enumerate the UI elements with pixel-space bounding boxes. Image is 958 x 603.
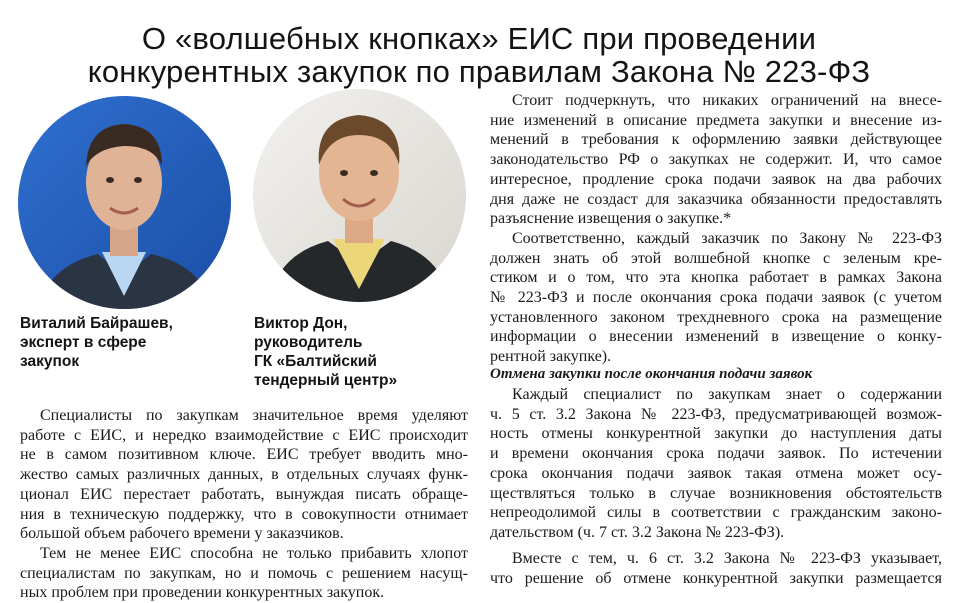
right-column-text-end [490,549,942,588]
caption-line: руководитель [254,334,363,351]
text-line: Тем не менее ЕИС способна не только прибавить хлопот [40,544,468,562]
text-line: дня даже не создаст для заказчика обязанности предоставлять [490,190,942,208]
caption-line: Виталий Байрашев, [20,315,173,332]
caption-line: тендерный центр» [254,372,398,389]
text-line: установленного законом трехдневного срока на размещение [490,308,942,326]
text-line: ществляться только в случае возникновения обстоятельств [490,484,942,502]
text-line: срока окончания подачи заявок такая отмена может осу- [490,464,942,482]
text-line: ния в техническую поддержку, что в совокупности отнимает [20,505,468,523]
text-line: непреодолимой силы в соответствии с гражданским законо- [490,504,942,522]
expert-photo-1 [18,96,231,309]
text-line: законодательство РФ о закупках не содержит. И, что самое [490,151,942,169]
text-line: работе с ЕИС, и нередко взаимодействие с ЕИС происходит [20,426,468,444]
text-line: ч. 5 ст. 3.2 Закона № 223-ФЗ, предусматривающей возмож- [490,405,942,423]
expert-caption-2 [254,314,397,390]
text-line: Каждый специалист по закупкам знает о содержании [512,386,942,403]
expert-photo-2 [253,89,466,302]
caption-line: ГК «Балтийский [254,353,377,370]
text-line: жество самых различных данных, в отдельных случаях функ- [20,466,468,484]
text-line: Вместе с тем, ч. 6 ст. 3.2 Закона № 223-ФЗ указывает, [512,550,942,567]
text-line: интересное, продление срока подачи заявок на два рабочих [490,170,942,188]
text-line: рентной закупке). [490,348,612,366]
article-title-line-1: О «волшебных кнопках» ЕИС при проведении [141,21,817,56]
caption-line: эксперт в сфере [20,334,147,351]
section-subheading: Отмена закупки после окончания подачи заявок [490,366,813,382]
text-line: информации о внесении изменений в извещение о конку- [490,328,942,346]
article-title-line-2: конкурентных закупок по правилам Закона № 223-ФЗ [87,54,871,89]
left-column-text [20,406,468,603]
text-line: ние изменений в описание предмета закупки и внесение из- [490,111,942,129]
text-line: Соответственно, каждый заказчик по Закону № 223-ФЗ [512,229,942,247]
article-title [0,22,958,88]
text-line: дательством (ч. 7 ст. 3.2 Закона № 223-ФЗ). [490,523,785,541]
caption-line: закупок [20,353,80,370]
caption-line: Виктор Дон, [254,315,348,332]
text-line: что решение об отмене конкурентной закупки размещается [490,569,942,587]
text-line: большой объем рабочего времени у заказчиков. [20,525,344,543]
text-line: разъяснение извещения о закупке.* [490,210,732,228]
text-line: не в самом позитивном ключе. ЕИС требует вводить мно- [20,446,468,464]
right-column-text-top [490,91,942,367]
text-line: и времени окончания срока подачи заявок. По истечении [490,445,942,463]
text-line: ность отмены конкурентной закупки до наступления даты [490,425,942,443]
text-line: № 223-ФЗ и после окончания срока подачи заявок (с учетом [490,289,942,307]
text-line: стиком и о том, что эта кнопка работает в рамках Закона [490,269,942,287]
text-line: Специалисты по закупкам значительное время уделяют [40,407,468,424]
expert-caption-1 [20,314,173,371]
text-line: менений в требования к оформлению заявки действующее [490,131,942,149]
text-line: ционал ЕИС перестает работать, вынуждая писать обраще- [20,485,468,503]
text-line: должен знать об этой волшебной кнопке с зеленым кре- [490,249,942,267]
text-line: ных проблем при проведении конкурентных закупок. [20,584,385,602]
text-line: специалистам по закупкам, но и помочь с решением насущ- [20,564,468,582]
right-column-text-bottom [490,385,942,543]
text-line: Стоит подчеркнуть, что никаких ограничений на внесе- [512,92,942,109]
